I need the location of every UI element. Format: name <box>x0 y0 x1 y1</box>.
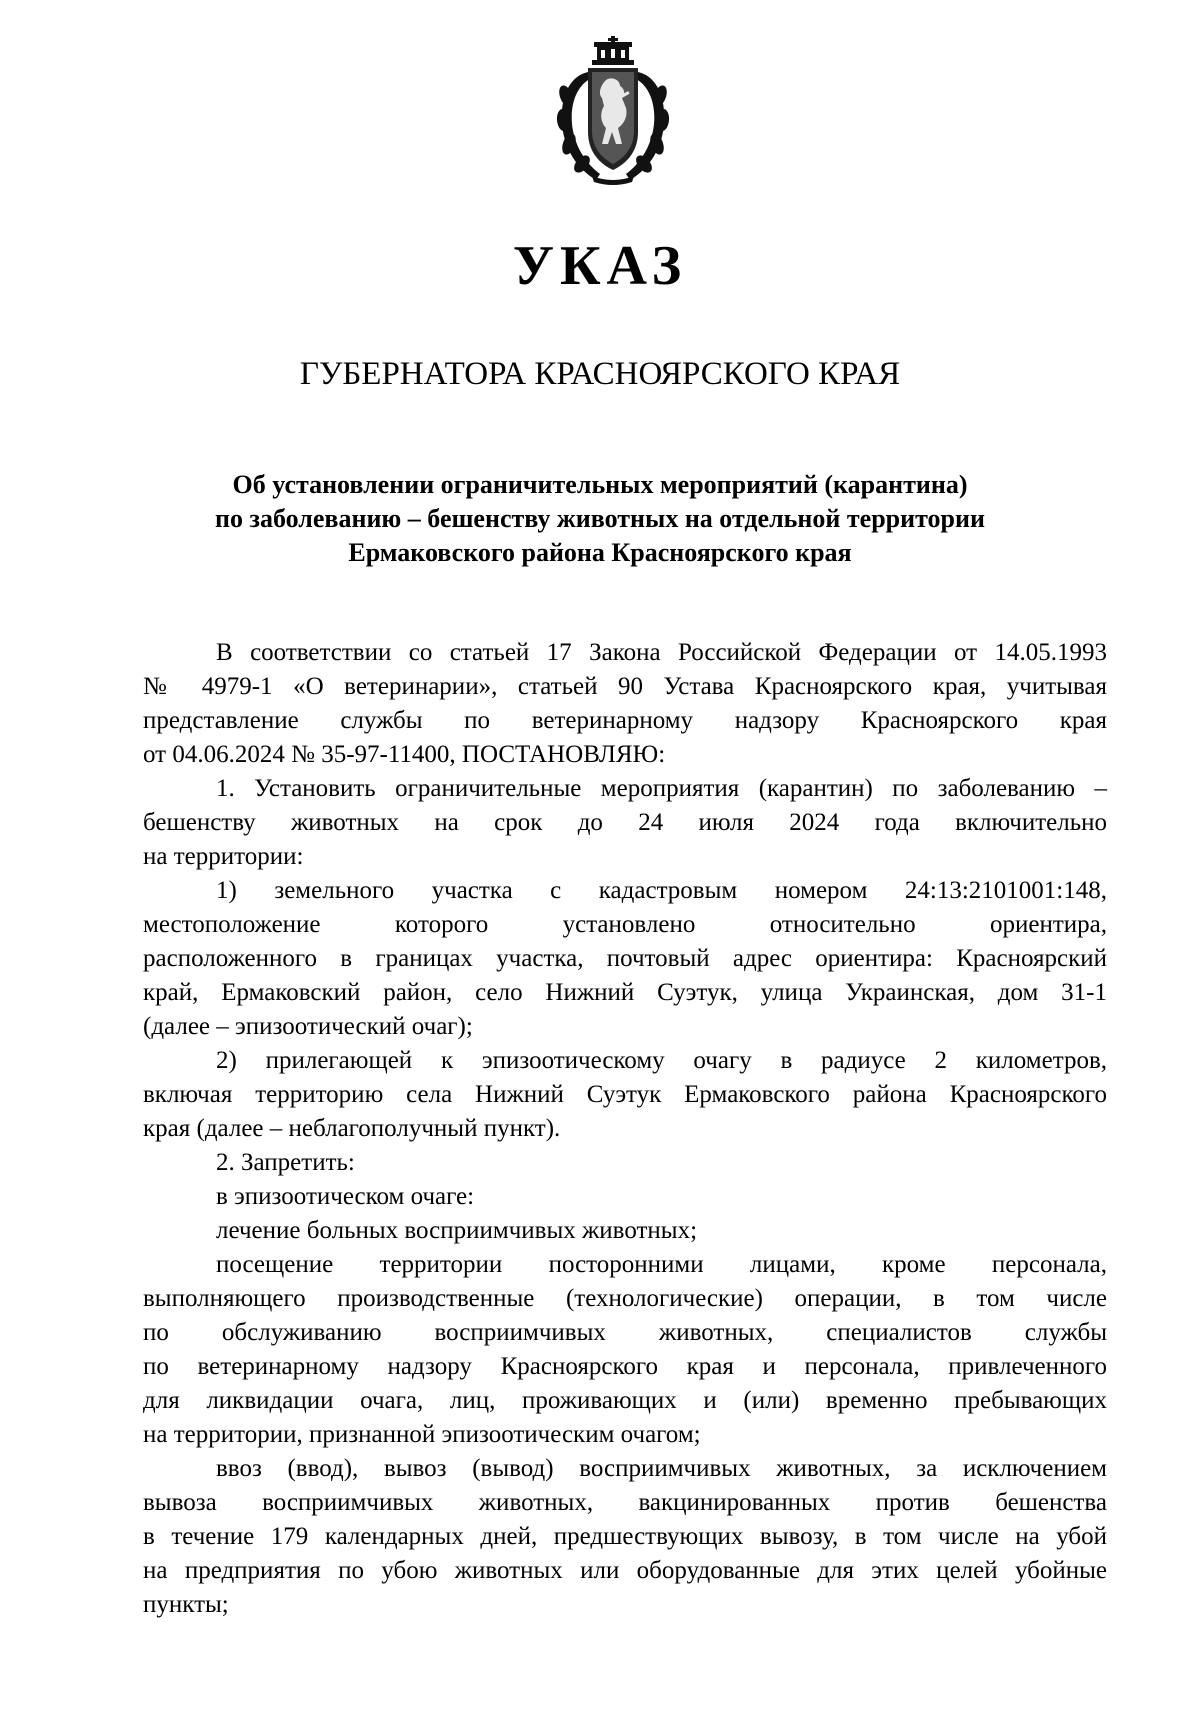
subject-line: Ермаковского района Красноярского края <box>348 538 852 567</box>
body-line: 2. Запретить: <box>216 1149 355 1176</box>
body-line: включая территорию села Нижний Суэтук Ермаковского района Красноярского <box>143 1081 1107 1108</box>
coat-of-arms-icon <box>552 36 674 186</box>
body-line: пункты; <box>143 1591 229 1618</box>
body-line: бешенству животных на срок до 24 июля 2024 года включительно <box>143 809 1107 836</box>
body-line: край, Ермаковский район, село Нижний Суэтук, улица Украинская, дом 31-1 <box>143 979 1107 1006</box>
body-line: на территории, признанной эпизоотическим очагом; <box>143 1421 701 1448</box>
body-line: (далее – эпизоотический очаг); <box>143 1013 473 1040</box>
body-line: края (далее – неблагополучный пункт). <box>143 1115 561 1142</box>
body-line: на территории: <box>143 843 304 870</box>
body-line: для ликвидации очага, лиц, проживающих и (или) временно пребывающих <box>143 1387 1107 1414</box>
body-line: В соответствии со статьей 17 Закона Российской Федерации от 14.05.1993 <box>216 639 1107 666</box>
body-line: местоположение которого установлено относительно ориентира, <box>143 911 1107 938</box>
decree-body <box>143 636 1107 1622</box>
body-line: вывоза восприимчивых животных, вакцинированных против бешенства <box>143 1489 1107 1516</box>
body-line: расположенного в границах участка, почтовый адрес ориентира: Красноярский <box>143 945 1107 972</box>
body-line: на предприятия по убою животных или оборудованные для этих целей убойные <box>143 1557 1107 1584</box>
body-line: от 04.06.2024 № 35-97-11400, ПОСТАНОВЛЯЮ: <box>143 741 666 768</box>
body-line: по ветеринарному надзору Красноярского края и персонала, привлеченного <box>143 1353 1107 1380</box>
body-line: по обслуживанию восприимчивых животных, специалистов службы <box>143 1319 1107 1346</box>
body-line: в эпизоотическом очаге: <box>216 1183 475 1210</box>
body-line: представление службы по ветеринарному надзору Красноярского края <box>143 707 1107 734</box>
subject-line: Об установлении ограничительных мероприятий (карантина) <box>232 470 968 499</box>
body-line: № 4979-1 «О ветеринарии», статьей 90 Устава Красноярского края, учитывая <box>143 673 1107 700</box>
decree-title: УКАЗ <box>512 235 688 297</box>
subject-line: по заболеванию – бешенству животных на отдельной территории <box>215 504 985 533</box>
body-line: ввоз (ввод), вывоз (вывод) восприимчивых животных, за исключением <box>216 1455 1107 1482</box>
body-line: в течение 179 календарных дней, предшествующих вывозу, в том числе на убой <box>143 1523 1107 1550</box>
issuer-title: ГУБЕРНАТОРА КРАСНОЯРСКОГО КРАЯ <box>299 356 901 392</box>
body-line: посещение территории посторонними лицами, кроме персонала, <box>216 1251 1107 1278</box>
body-line: 1. Установить ограничительные мероприятия (карантин) по заболеванию – <box>216 775 1107 802</box>
body-line: лечение больных восприимчивых животных; <box>216 1217 698 1244</box>
body-line: выполняющего производственные (технологические) операции, в том числе <box>143 1285 1107 1312</box>
body-line: 2) прилегающей к эпизоотическому очагу в радиусе 2 километров, <box>216 1047 1107 1074</box>
body-line: 1) земельного участка с кадастровым номером 24:13:2101001:148, <box>216 877 1107 904</box>
decree-subject <box>150 468 1050 570</box>
